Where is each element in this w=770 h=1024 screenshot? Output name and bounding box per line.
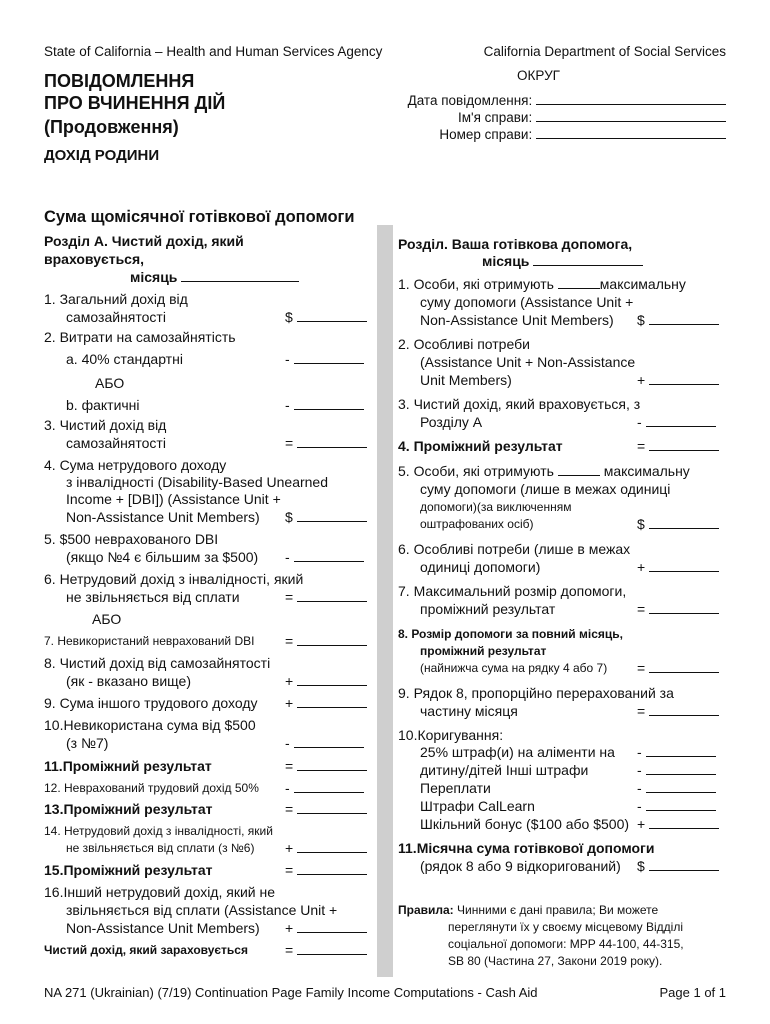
right-line-1: 1. Особи, які отримують максимальну	[398, 276, 686, 292]
right-value-2[interactable]: +	[637, 371, 719, 389]
left-line-1b: самозайнятості	[66, 309, 166, 325]
left-line-11: 11.Проміжний результат	[44, 758, 212, 774]
left-value-1[interactable]: $	[285, 308, 367, 326]
left-line-4: 4. Сума нетрудового доходу	[44, 457, 227, 473]
right-line-3: 3. Чистий дохід, який враховується, з	[398, 396, 641, 412]
right-line-8c: (найнижча сума на рядку 4 або 7)	[420, 661, 608, 675]
right-line-2c: Unit Members)	[420, 372, 512, 388]
right-value-10e[interactable]: +	[637, 815, 719, 833]
left-heading-1: Розділ A. Чистий дохід, який	[44, 233, 244, 249]
left-line-2: 2. Витрати на самозайнятість	[44, 329, 236, 345]
right-line-5d: оштрафованих осіб)	[420, 517, 534, 531]
right-value-8[interactable]: =	[637, 659, 719, 677]
title-line-3: (Продовження)	[44, 117, 179, 137]
left-value-4[interactable]: $	[285, 508, 367, 526]
left-line-5: 5. $500 неврахованого DBI	[44, 531, 219, 547]
left-line-10: 10.Невикористана сума від $500	[44, 717, 256, 733]
page-number: Page 1 of 1	[659, 985, 726, 1000]
right-line-10b: дитину/дітей Інші штрафи	[420, 762, 589, 778]
left-value-2b[interactable]: -	[285, 396, 364, 414]
left-value-13[interactable]: =	[285, 800, 367, 818]
right-line-8: 8. Розмір допомоги за повний місяць,	[398, 627, 623, 641]
left-line-16b: звільняється від сплати (Assistance Unit +	[66, 902, 338, 918]
left-value-11[interactable]: =	[285, 757, 367, 775]
left-line-3b: самозайнятості	[66, 435, 166, 451]
case-name-field[interactable]: Ім'я справи:	[458, 109, 726, 125]
right-line-3b: Розділу A	[420, 414, 483, 430]
right-line-5: 5. Особи, які отримують максимальну	[398, 463, 690, 479]
title-line-2: ПРО ВЧИНЕННЯ ДІЙ	[44, 93, 226, 113]
right-line-9: 9. Рядок 8, пропорційно перерахований за	[398, 685, 674, 701]
left-line-6b: не звільняється від сплати	[66, 589, 240, 605]
rules-line-2: переглянути їх у своєму місцевому Відділі	[448, 920, 684, 934]
case-number-field[interactable]: Номер справи:	[439, 126, 726, 142]
left-value-17[interactable]: =	[285, 941, 367, 959]
subtitle: ДОХІД РОДИНИ	[44, 147, 160, 164]
left-line-4b: з інвалідності (Disability-Based Unearned	[66, 474, 329, 490]
left-line-6: 6. Нетрудовий дохід з інвалідності, який	[44, 571, 304, 587]
left-month-field[interactable]: місяць	[130, 268, 299, 286]
left-line-17: Чистий дохід, який зараховується	[44, 943, 248, 957]
left-line-3: 3. Чистий дохід від	[44, 417, 167, 433]
left-value-14[interactable]: +	[285, 839, 367, 857]
left-line-15: 15.Проміжний результат	[44, 862, 213, 878]
left-line-4c: Income + [DBI]) (Assistance Unit +	[66, 491, 281, 507]
left-value-7[interactable]: =	[285, 632, 367, 650]
right-value-6[interactable]: +	[637, 558, 719, 576]
left-value-10[interactable]: -	[285, 734, 364, 752]
right-heading-1: Розділ. Ваша готівкова допомога,	[398, 236, 633, 252]
right-line-10a: 25% штраф(и) на аліменти на	[420, 744, 615, 760]
left-line-14b: не звільняється від сплати (з №6)	[66, 841, 255, 855]
left-line-14: 14. Нетрудовий дохід з інвалідності, який	[44, 824, 273, 838]
right-value-7[interactable]: =	[637, 600, 719, 618]
right-line-2: 2. Особливі потреби	[398, 336, 530, 352]
right-value-4[interactable]: =	[637, 437, 719, 455]
left-value-6[interactable]: =	[285, 588, 367, 606]
left-value-9[interactable]: +	[285, 694, 367, 712]
right-line-11: 11.Місячна сума готівкової допомоги	[398, 840, 655, 856]
left-line-10b: (з №7)	[66, 735, 109, 751]
left-value-8[interactable]: +	[285, 672, 367, 690]
right-value-9[interactable]: =	[637, 702, 719, 720]
right-line-2b: (Assistance Unit + Non-Assistance	[420, 354, 636, 370]
left-value-3[interactable]: =	[285, 434, 367, 452]
right-line-6b: одиниці допомоги)	[420, 559, 541, 575]
right-value-10b[interactable]: -	[637, 761, 716, 779]
left-line-2b: b. фактичні	[66, 397, 140, 413]
form-id: NA 271 (Ukrainian) (7/19) Continuation Page Family Income Computations - Cash Aid	[44, 985, 538, 1000]
right-value-5[interactable]: $	[637, 515, 719, 533]
agency-left: State of California – Health and Human Services Agency	[44, 44, 383, 59]
rules-line-1: Правила: Чинними є дані правила; Ви можете	[398, 903, 659, 917]
right-value-10a[interactable]: -	[637, 743, 716, 761]
title-line-1: ПОВІДОМЛЕННЯ	[44, 71, 195, 91]
right-line-1c: Non-Assistance Unit Members)	[420, 312, 614, 328]
left-value-5[interactable]: -	[285, 548, 364, 566]
left-heading-2: враховується,	[44, 251, 145, 267]
right-line-7b: проміжний результат	[420, 601, 556, 617]
left-line-16: 16.Інший нетрудовий дохід, який не	[44, 884, 276, 900]
left-line-9: 9. Сума іншого трудового доходу	[44, 695, 258, 711]
left-line-2a: a. 40% стандартні	[66, 351, 183, 367]
left-line-4d: Non-Assistance Unit Members)	[66, 509, 260, 525]
left-line-8: 8. Чистий дохід від самозайнятості	[44, 655, 271, 671]
left-value-15[interactable]: =	[285, 861, 367, 879]
notice-date-field[interactable]: Дата повідомлення:	[408, 92, 726, 108]
right-line-9b: частину місяця	[420, 703, 518, 719]
right-value-10d[interactable]: -	[637, 797, 716, 815]
right-line-6: 6. Особливі потреби (лише в межах	[398, 541, 631, 557]
rules-line-3: соціальної допомоги: MPP 44-100, 44-315,	[448, 937, 684, 951]
left-value-2a[interactable]: -	[285, 350, 364, 368]
right-line-4: 4. Проміжний результат	[398, 438, 563, 454]
section-title: Сума щомісячної готівкової допомоги	[44, 208, 355, 226]
left-or-2: АБО	[92, 611, 122, 627]
agency-right: California Department of Social Services	[483, 44, 726, 59]
left-line-1: 1. Загальний дохід від	[44, 291, 188, 307]
left-line-16c: Non-Assistance Unit Members)	[66, 920, 260, 936]
right-line-5c: допомоги)(за виключенням	[420, 500, 572, 514]
left-line-13: 13.Проміжний результат	[44, 801, 213, 817]
right-line-8b: проміжний результат	[420, 644, 547, 658]
right-line-7: 7. Максимальний розмір допомоги,	[398, 583, 627, 599]
left-value-16[interactable]: +	[285, 919, 367, 937]
right-value-1[interactable]: $	[637, 311, 719, 329]
right-value-11[interactable]: $	[637, 857, 719, 875]
right-line-10d: Штрафи CalLearn	[420, 798, 535, 814]
right-value-10c[interactable]: -	[637, 779, 716, 797]
left-or-1: АБО	[95, 375, 125, 391]
left-value-12[interactable]: -	[285, 779, 364, 797]
left-line-8b: (як - вказано вище)	[66, 673, 191, 689]
left-line-5b: (якщо №4 є більшим за $500)	[66, 549, 259, 565]
column-divider	[377, 225, 393, 977]
right-line-10c: Переплати	[420, 780, 491, 796]
right-value-3[interactable]: -	[637, 413, 716, 431]
right-line-10e: Шкільний бонус ($100 або $500)	[420, 816, 630, 832]
rules-line-4: SB 80 (Частина 27, Закони 2019 року).	[448, 954, 663, 968]
right-line-5b: суму допомоги (лише в межах одиниці	[420, 481, 671, 497]
right-line-11b: (рядок 8 або 9 відкоригований)	[420, 858, 621, 874]
left-line-7: 7. Невикористаний неврахований DBI	[44, 634, 255, 648]
right-line-1b: суму допомоги (Assistance Unit +	[420, 294, 634, 310]
right-month-field[interactable]: місяць	[482, 252, 643, 270]
right-line-10: 10.Коригування:	[398, 727, 504, 743]
county-label: ОКРУГ	[517, 68, 560, 83]
left-line-12: 12. Неврахований трудовий дохід 50%	[44, 781, 259, 795]
